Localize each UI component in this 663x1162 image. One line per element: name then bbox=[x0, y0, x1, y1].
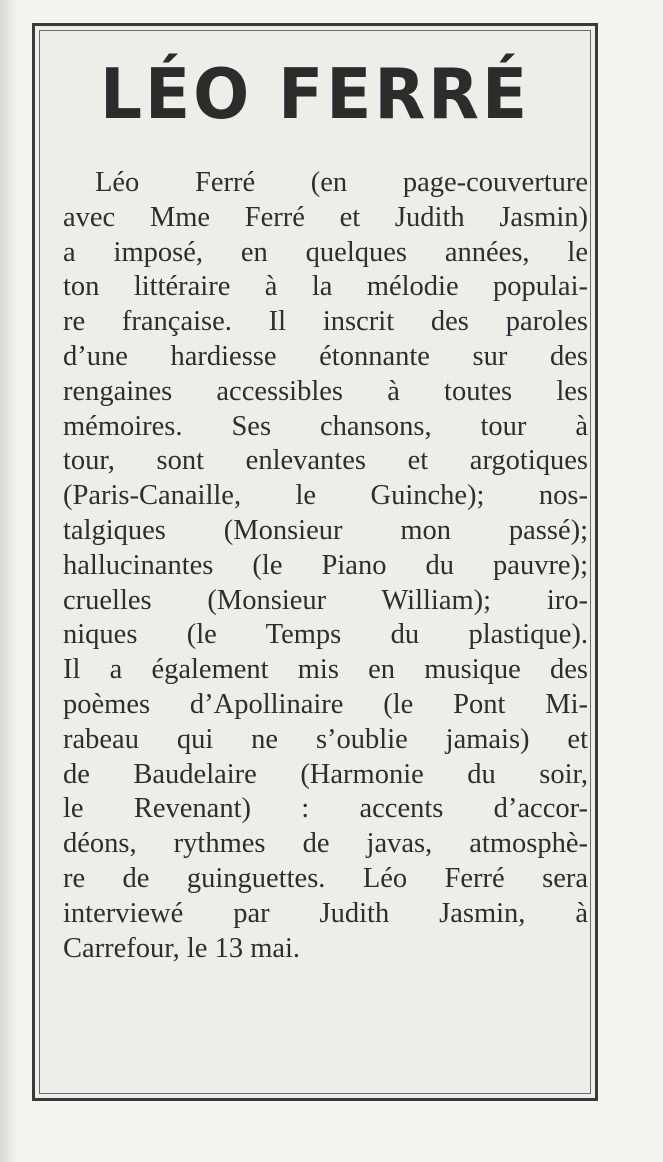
body-line: hallucinantes (le Piano du pauvre); bbox=[63, 549, 588, 581]
body-line: ton littéraire à la mélodie populai- bbox=[63, 271, 588, 303]
body-line: poèmes d’Apollinaire (le Pont Mi- bbox=[63, 688, 588, 720]
body-line: a imposé, en quelques années, le bbox=[63, 236, 588, 268]
article-body bbox=[63, 166, 588, 966]
body-line: mémoires. Ses chansons, tour à bbox=[63, 410, 588, 442]
body-line: de Baudelaire (Harmonie du soir, bbox=[63, 758, 588, 790]
body-line: déons, rythmes de javas, atmosphè- bbox=[63, 828, 588, 860]
body-line: rabeau qui ne s’oublie jamais) et bbox=[63, 723, 588, 755]
body-line: cruelles (Monsieur William); iro- bbox=[63, 584, 588, 616]
body-line: Carrefour, le 13 mai. bbox=[63, 932, 301, 964]
body-line: d’une hardiesse étonnante sur des bbox=[63, 340, 588, 372]
body-line: (Paris-Canaille, le Guinche); nos- bbox=[63, 480, 588, 512]
body-line: rengaines accessibles à toutes les bbox=[63, 375, 588, 407]
body-line: re française. Il inscrit des paroles bbox=[63, 306, 588, 338]
body-line: avec Mme Ferré et Judith Jasmin) bbox=[63, 201, 588, 233]
body-line: tour, sont enlevantes et argotiques bbox=[63, 445, 588, 477]
body-line: interviewé par Judith Jasmin, à bbox=[63, 897, 588, 929]
body-line: re de guinguettes. Léo Ferré sera bbox=[63, 862, 588, 894]
scan-edge-shadow bbox=[0, 0, 16, 1162]
body-line: le Revenant) : accents d’accor- bbox=[63, 793, 588, 825]
body-line: niques (le Temps du plastique). bbox=[63, 619, 588, 651]
body-line: talgiques (Monsieur mon passé); bbox=[63, 514, 588, 546]
article-title: LÉO FERRÉ bbox=[99, 54, 531, 135]
body-line: Léo Ferré (en page-couverture bbox=[95, 167, 588, 198]
body-line: Il a également mis en musique des bbox=[63, 654, 588, 686]
article-frame bbox=[32, 23, 598, 1101]
